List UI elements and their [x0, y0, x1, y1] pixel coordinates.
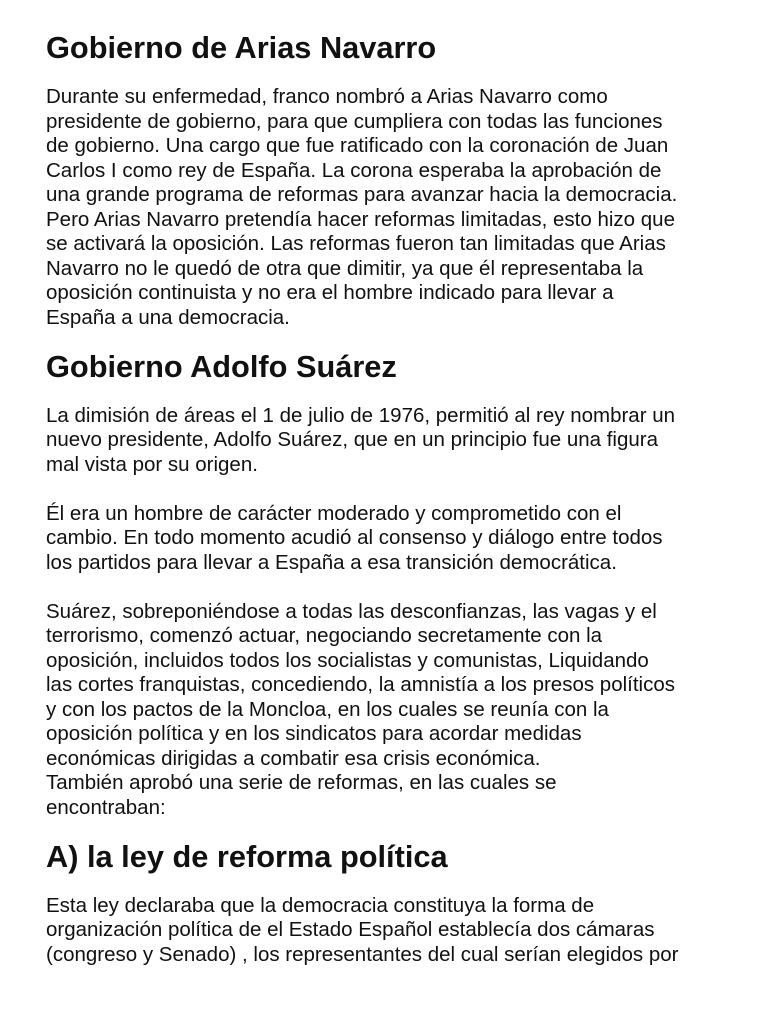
text-line: económicas dirigidas a combatir esa crisis económica.	[46, 746, 541, 770]
text-line: España a una democracia.	[46, 305, 290, 329]
text-line: organización política de el Estado Español establecía dos cámaras	[46, 918, 655, 941]
text-line: Carlos I como rey de España. La corona esperaba la aprobación de	[46, 158, 662, 182]
text-line: La dimisión de áreas el 1 de julio de 1976, permitió al rey nombrar un	[46, 403, 676, 427]
text-line: terrorismo, comenzó actuar, negociando secretamente con la	[46, 624, 603, 647]
text-line: Navarro no le quedó de otra que dimitir, ya que él representaba la	[46, 256, 644, 280]
text-line: una grande programa de reformas para avanzar hacia la democracia.	[46, 183, 678, 206]
section-heading-adolfo-suarez: Gobierno Adolfo Suárez	[46, 348, 397, 384]
spacer	[46, 575, 736, 600]
paragraph-arias-navarro	[46, 85, 736, 330]
text-line: Durante su enfermedad, franco nombró a Arias Navarro como	[46, 85, 608, 108]
text-line: oposición política y en los sindicatos para acordar medidas	[46, 722, 582, 745]
text-line: Esta ley declaraba que la democracia constituya la forma de	[46, 893, 595, 917]
text-line: nuevo presidente, Adolfo Suárez, que en un principio fue una figura	[46, 428, 659, 451]
text-line: Pero Arias Navarro pretendía hacer reformas limitadas, esto hizo que	[46, 207, 675, 231]
section-heading-arias-navarro: Gobierno de Arias Navarro	[46, 30, 437, 65]
text-line: se activará la oposición. Las reformas fueron tan limitadas que Arias	[46, 232, 666, 255]
text-line: de gobierno. Una cargo que fue ratificado con la coronación de Juan	[46, 134, 669, 157]
paragraph-dimision	[46, 404, 736, 478]
text-line: cambio. En todo momento acudió al consenso y diálogo entre todos	[46, 526, 663, 549]
text-line: (congreso y Senado) , los representantes del cual serían elegidos por	[46, 942, 679, 966]
paragraph-ley-reforma	[46, 894, 736, 968]
text-line: presidente de gobierno, para que cumpliera con todas las funciones	[46, 109, 663, 133]
text-line: También aprobó una serie de reformas, en las cuales se	[46, 771, 557, 794]
text-line: Suárez, sobreponiéndose a todas las desconfianzas, las vagas y el	[46, 599, 657, 623]
paragraph-caracter	[46, 502, 736, 576]
spacer	[46, 477, 736, 502]
text-line: y con los pactos de la Moncloa, en los cuales se reunía con la	[46, 697, 609, 721]
text-line: encontraban:	[46, 795, 166, 819]
text-line: oposición continuista y no era el hombre indicado para llevar a	[46, 281, 614, 304]
text-line: las cortes franquistas, concediendo, la amnistía a los presos políticos	[46, 673, 675, 696]
document-page	[46, 30, 736, 967]
text-line: los partidos para llevar a España a esa transición democrática.	[46, 550, 617, 574]
paragraph-reformas	[46, 600, 736, 821]
text-line: mal vista por su origen.	[46, 452, 258, 476]
text-line: oposición, incluidos todos los socialistas y comunistas, Liquidando	[46, 648, 649, 672]
text-line: Él era un hombre de carácter moderado y comprometido con el	[46, 501, 622, 525]
section-heading-ley-reforma: A) la ley de reforma política	[46, 838, 448, 874]
